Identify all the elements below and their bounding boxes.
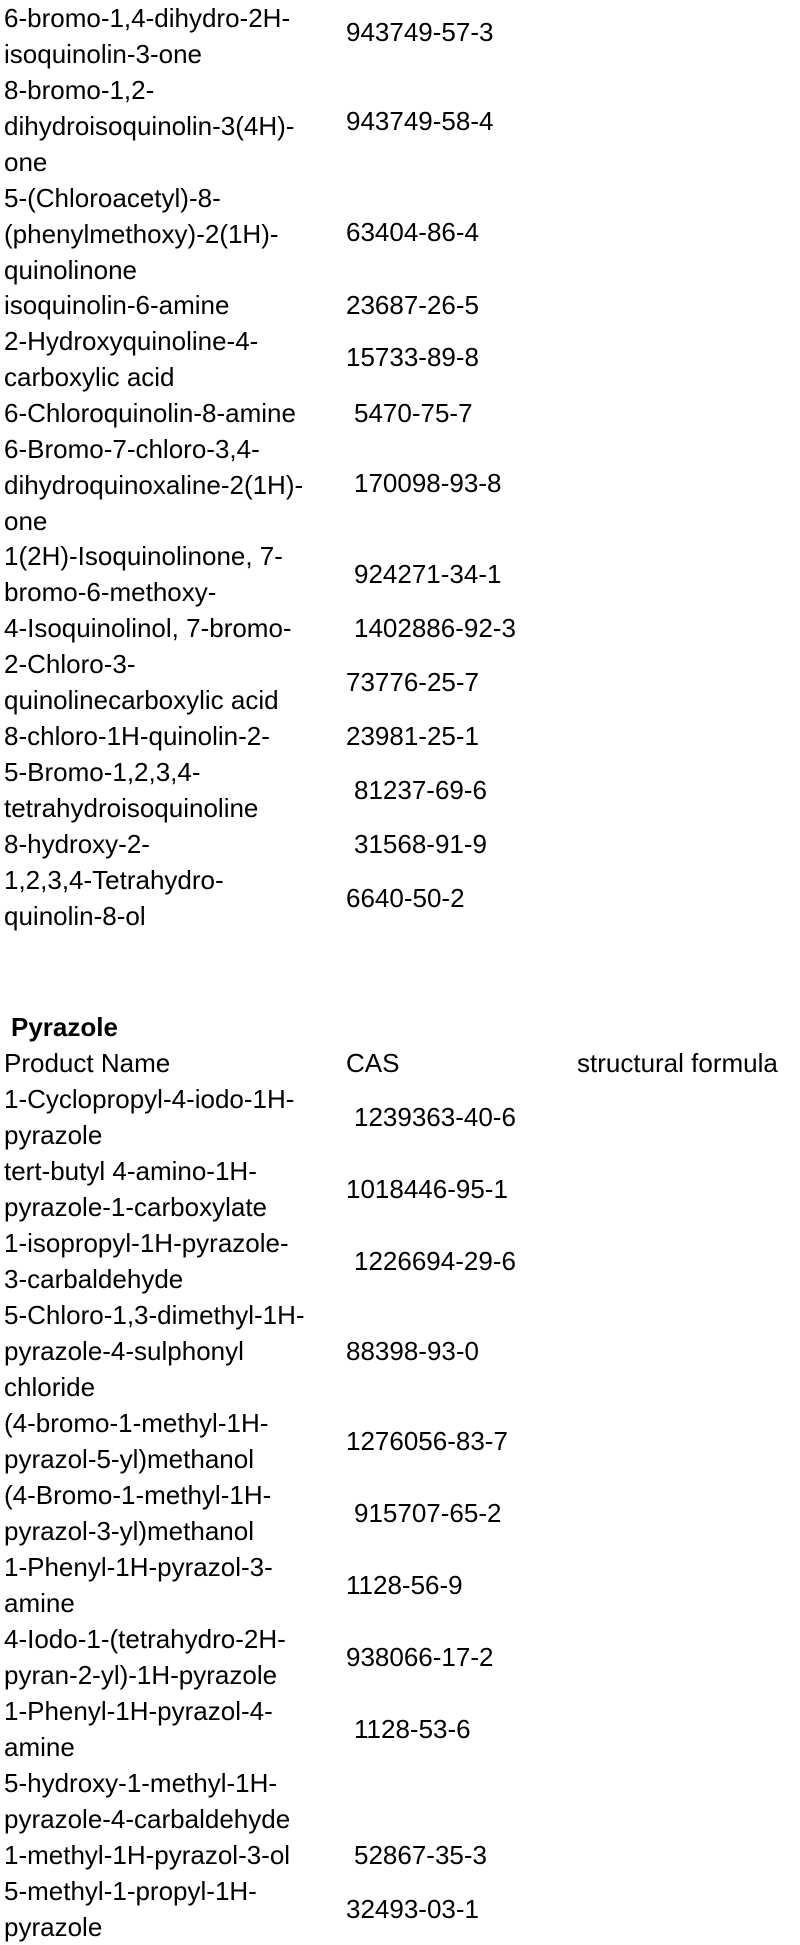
product-name: 6-Chloroquinolin-8-amine <box>4 398 296 428</box>
cas-number: 15733-89-8 <box>346 342 479 372</box>
section-title: Pyrazole <box>11 1012 118 1042</box>
cas-number: 915707-65-2 <box>354 1498 502 1528</box>
product-name: 5-Chloro-1,3-dimethyl-1H- pyrazole-4-sulphonyl chloride <box>4 1300 305 1402</box>
cas-number: 63404-86-4 <box>346 217 479 247</box>
cas-number: 81237-69-6 <box>354 775 487 805</box>
cas-number: 924271-34-1 <box>354 559 502 589</box>
cas-number: 1128-56-9 <box>346 1570 463 1600</box>
header-cas: CAS <box>346 1048 400 1078</box>
cas-number: 943749-57-3 <box>346 17 494 47</box>
header-product-name: Product Name <box>4 1048 171 1078</box>
product-name: 6-bromo-1,4-dihydro-2H- isoquinolin-3-one <box>4 3 291 69</box>
product-name: 1-methyl-1H-pyrazol-3-ol <box>4 1840 291 1870</box>
product-name: tert-butyl 4-amino-1H- pyrazole-1-carboxylate <box>4 1156 268 1222</box>
cas-number: 943749-58-4 <box>346 106 494 136</box>
product-name: 1-isopropyl-1H-pyrazole- 3-carbaldehyde <box>4 1228 289 1294</box>
cas-number: 23687-26-5 <box>346 290 479 320</box>
product-name: 5-hydroxy-1-methyl-1H- pyrazole-4-carbaldehyde <box>4 1768 291 1834</box>
cas-number: 6640-50-2 <box>346 883 465 913</box>
product-name: 5-Bromo-1,2,3,4- tetrahydroisoquinoline <box>4 757 259 823</box>
product-name: 6-Bromo-7-chloro-3,4- dihydroquinoxaline-2(1H)- one <box>4 434 304 536</box>
cas-number: 5470-75-7 <box>354 398 473 428</box>
product-name: 8-chloro-1H-quinolin-2- <box>4 721 270 751</box>
cas-number: 23981-25-1 <box>346 721 479 751</box>
cas-number: 1402886-92-3 <box>354 613 516 643</box>
product-name: 1-Phenyl-1H-pyrazol-4- amine <box>4 1696 273 1762</box>
cas-number: 170098-93-8 <box>354 468 502 498</box>
cas-number: 1239363-40-6 <box>354 1102 516 1132</box>
cas-number: 73776-25-7 <box>346 667 479 697</box>
product-name: 4-Isoquinolinol, 7-bromo- <box>4 613 292 643</box>
cas-number: 1018446-95-1 <box>346 1174 508 1204</box>
product-name: 2-Hydroxyquinoline-4- carboxylic acid <box>4 326 259 392</box>
product-name: 8-bromo-1,2- dihydroisoquinolin-3(4H)- one <box>4 75 295 177</box>
product-name: 1-Phenyl-1H-pyrazol-3- amine <box>4 1552 273 1618</box>
cas-number: 938066-17-2 <box>346 1642 494 1672</box>
product-name: (4-Bromo-1-methyl-1H- pyrazol-3-yl)methanol <box>4 1480 272 1546</box>
cas-number: 52867-35-3 <box>354 1840 487 1870</box>
header-structural-formula: structural formula <box>577 1048 778 1078</box>
cas-number: 1276056-83-7 <box>346 1426 508 1456</box>
cas-number: 88398-93-0 <box>346 1336 479 1366</box>
product-name: 1,2,3,4-Tetrahydro- quinolin-8-ol <box>4 865 224 931</box>
cas-number: 32493-03-1 <box>346 1894 479 1924</box>
product-name: 1(2H)-Isoquinolinone, 7- bromo-6-methoxy- <box>4 541 283 607</box>
product-name: 4-Iodo-1-(tetrahydro-2H- pyran-2-yl)-1H-pyrazole <box>4 1624 286 1690</box>
product-name: 1-Cyclopropyl-4-iodo-1H- pyrazole <box>4 1084 295 1150</box>
product-name: 2-Chloro-3- quinolinecarboxylic acid <box>4 649 279 715</box>
product-name: isoquinolin-6-amine <box>4 290 230 320</box>
cas-number: 1128-53-6 <box>354 1714 471 1744</box>
cas-number: 31568-91-9 <box>354 829 487 859</box>
product-name: 5-methyl-1-propyl-1H- pyrazole <box>4 1876 257 1942</box>
product-name: 5-(Chloroacetyl)-8- (phenylmethoxy)-2(1H)- quinolinone <box>4 183 279 285</box>
cas-number: 1226694-29-6 <box>354 1246 516 1276</box>
product-name: 8-hydroxy-2- <box>4 829 150 859</box>
product-name: (4-bromo-1-methyl-1H- pyrazol-5-yl)methanol <box>4 1408 269 1474</box>
